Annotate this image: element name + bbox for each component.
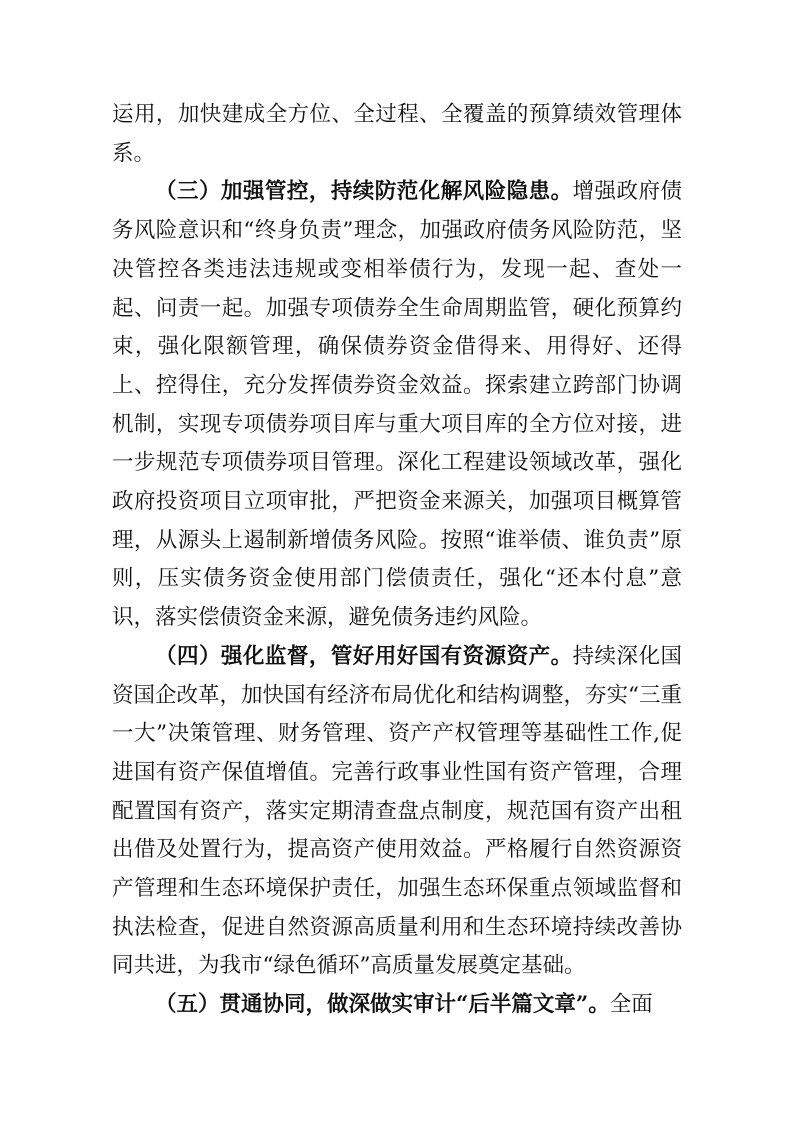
paragraph-section-4: [112, 638, 682, 986]
section-heading: （五）贯通协同，做深做实审计“后半篇文章”。: [155, 992, 610, 1018]
document-body: [112, 96, 682, 1025]
paragraph-text: 增强政府债务风险意识和“终身负责”理念，加强政府债务风险防范，坚决管控各类违法违规或变相举债行为，发现一起、查处一起、问责一起。加强专项债券全生命周期监管，硬化预算约束，强化限额管理，确保债券资金借得来、用得好、还得上、控得住，充分发挥债券资金效益。探索建立跨部门协调机制，实现专项债券项目库与重大项目库的全方位对接，进一步规范专项债券项目管理。深化工程建设领域改革，强化政府投资项目立项审批，严把资金来源关，加强项目概算管理，从源头上遏制新增债务风险。按照“谁举债、谁负责”原则，压实债务资金使用部门偿债责任，强化“还本付息”意识，落实偿债资金来源，避免债务违约风险。: [112, 179, 682, 631]
paragraph-text: 全面: [609, 992, 653, 1018]
paragraph-text: 运用，加快建成全方位、全过程、全覆盖的预算绩效管理体系。: [112, 102, 682, 166]
paragraph-section-5: [112, 986, 682, 1025]
section-heading: （三）加强管控，持续防范化解风险隐患。: [155, 179, 573, 205]
section-heading: （四）强化监督，管好用好国有资源资产。: [155, 643, 573, 669]
paragraph-continuation: [112, 96, 682, 173]
paragraph-section-3: [112, 173, 682, 637]
paragraph-text: 持续深化国资国企改革，加快国有经济布局优化和结构调整，夯实“三重一大”决策管理、财务管理、资产产权管理等基础性工作,促进国有资产保值增值。完善行政事业性国有资产管理，合理配置国有资产，落实定期清查盘点制度，规范国有资产出租出借及处置行为，提高资产使用效益。严格履行自然资源资产管理和生态环境保护责任，加强生态环保重点领域监督和执法检查，促进自然资源高质量利用和生态环境持续改善协同共进，为我市“绿色循环”高质量发展奠定基础。: [112, 643, 682, 979]
